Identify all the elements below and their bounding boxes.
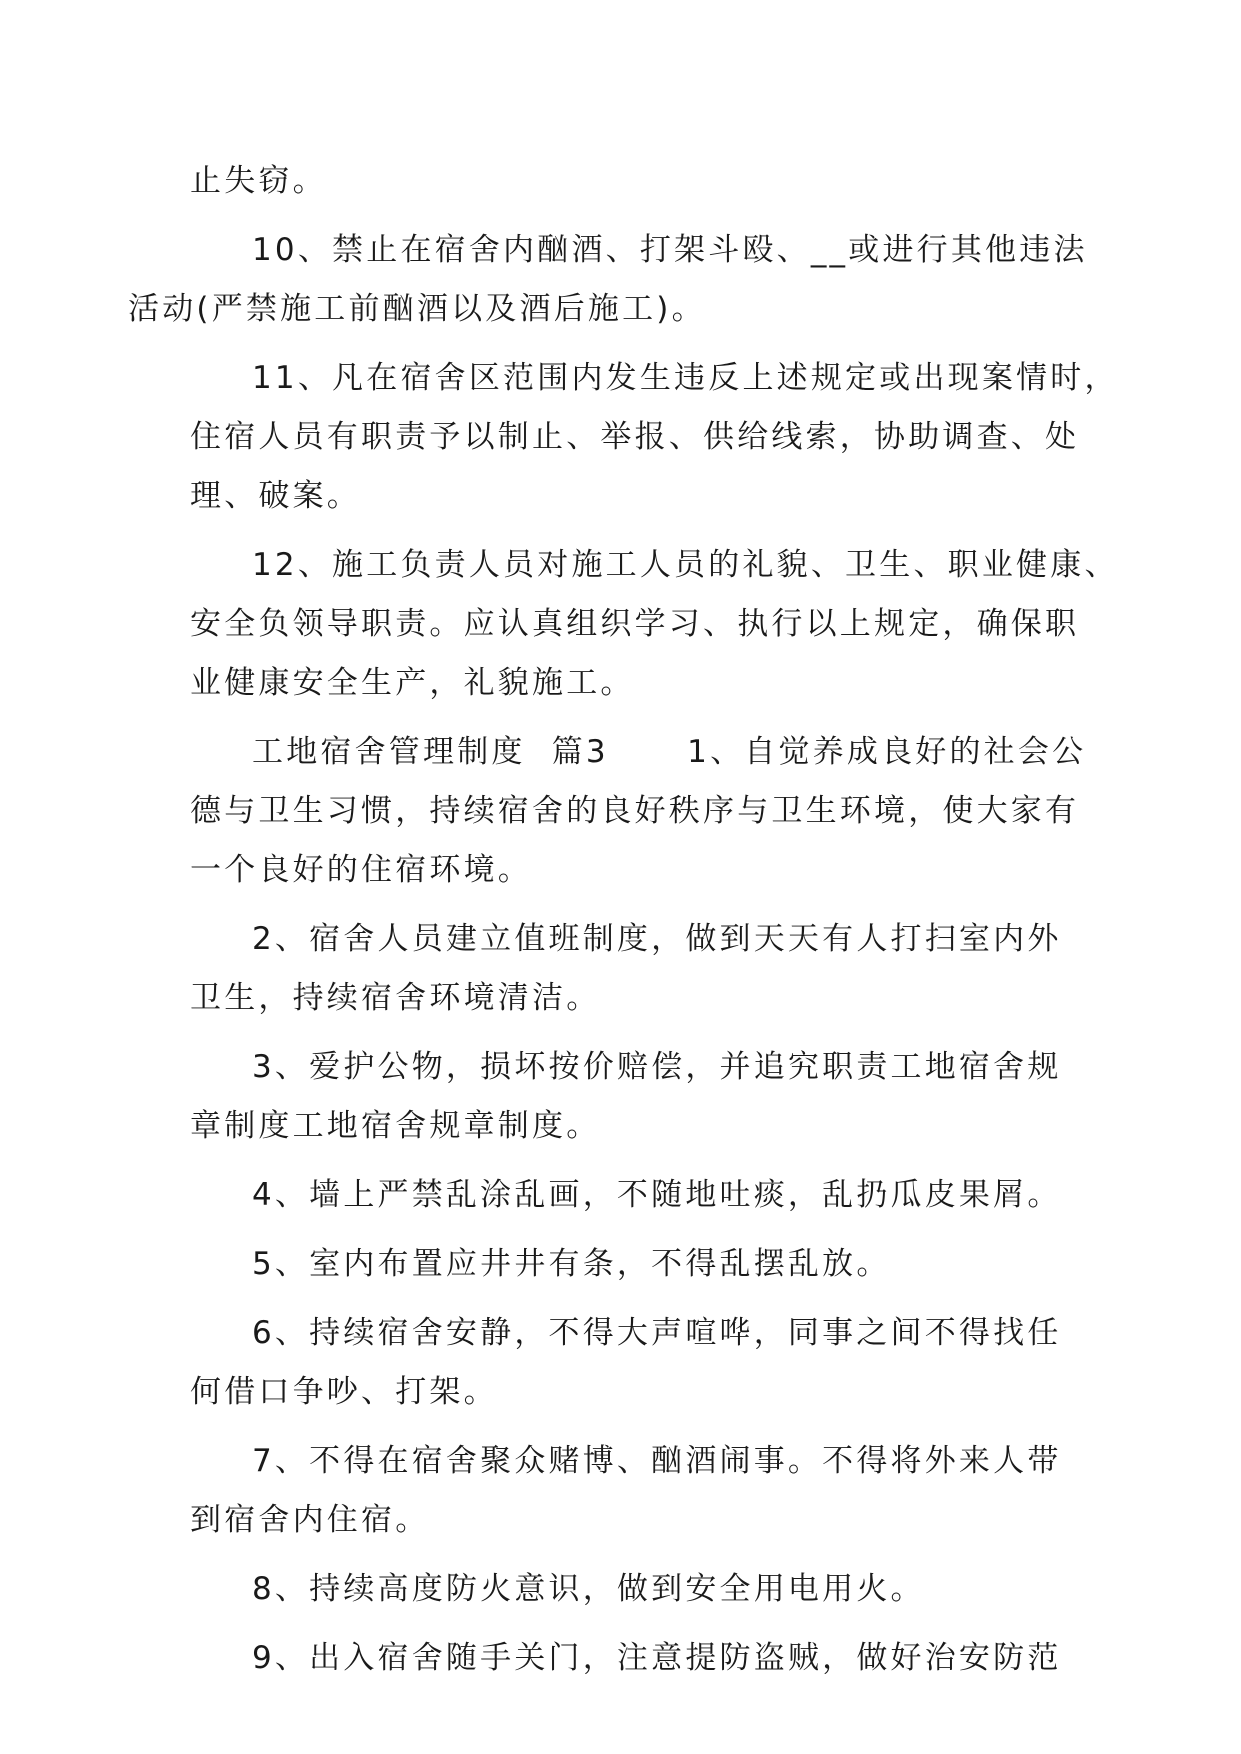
- paragraph-13: [190, 1629, 1070, 1688]
- paragraph-6: [190, 910, 1070, 1028]
- paragraph-2: [128, 221, 1088, 339]
- paragraph-9: [190, 1235, 1070, 1294]
- text-line: 11、凡在宿舍区范围内发生违反上述规定或出现案情时，: [252, 360, 1119, 396]
- text-line: 2、宿舍人员建立值班制度，做到天天有人打扫室内外: [252, 921, 1062, 957]
- text-line: 何借口争吵、打架。: [190, 1374, 498, 1410]
- text-line: 9、出入宿舍随手关门，注意提防盗贼，做好治安防范: [252, 1640, 1062, 1676]
- text-line: 安全负领导职责。应认真组织学习、执行以上规定，确保职: [190, 606, 1080, 642]
- paragraph-7: [190, 1038, 1070, 1156]
- text-line: 7、不得在宿舍聚众赌博、酗酒闹事。不得将外来人带: [252, 1443, 1062, 1479]
- text-line: 理、破案。: [190, 478, 361, 514]
- text-line: 3、爱护公物，损坏按价赔偿，并追究职责工地宿舍规: [252, 1049, 1062, 1085]
- paragraph-12: [190, 1560, 1070, 1619]
- text-line: 业健康安全生产，礼貌施工。: [190, 665, 635, 701]
- text-line: 5、室内布置应井井有条，不得乱摆乱放。: [252, 1246, 891, 1282]
- text-line: 到宿舍内住宿。: [190, 1502, 430, 1538]
- paragraph-11: [190, 1432, 1070, 1550]
- paragraph-4: [190, 536, 1119, 713]
- text-line: 工地宿舍管理制度 篇3 1、自觉养成良好的社会公: [252, 734, 1087, 770]
- text-line: 4、墙上严禁乱涂乱画，不随地吐痰，乱扔瓜皮果屑。: [252, 1177, 1062, 1213]
- text-line: 住宿人员有职责予以制止、举报、供给线索，协助调查、处: [190, 419, 1080, 455]
- text-line: 8、持续高度防火意识，做到安全用电用火。: [252, 1571, 925, 1607]
- text-line: 章制度工地宿舍规章制度。: [190, 1108, 601, 1144]
- paragraph-5: [190, 723, 1087, 900]
- text-line: 10、禁止在宿舍内酗酒、打架斗殴、__或进行其他违法: [252, 232, 1088, 268]
- paragraph-1: [190, 152, 1070, 211]
- text-line: 活动(严禁施工前酗酒以及酒后施工)。: [128, 291, 706, 327]
- text-line: 6、持续宿舍安静，不得大声喧哗，同事之间不得找任: [252, 1315, 1062, 1351]
- paragraph-8: [190, 1166, 1070, 1225]
- text-line: 一个良好的住宿环境。: [190, 852, 532, 888]
- text-line: 止失窃。: [190, 163, 327, 199]
- paragraph-3: [190, 349, 1119, 526]
- text-line: 德与卫生习惯，持续宿舍的良好秩序与卫生环境，使大家有: [190, 793, 1080, 829]
- text-line: 12、施工负责人员对施工人员的礼貌、卫生、职业健康、: [252, 547, 1119, 583]
- document-page: [128, 152, 1119, 1698]
- text-line: 卫生，持续宿舍环境清洁。: [190, 980, 601, 1016]
- paragraph-10: [190, 1304, 1070, 1422]
